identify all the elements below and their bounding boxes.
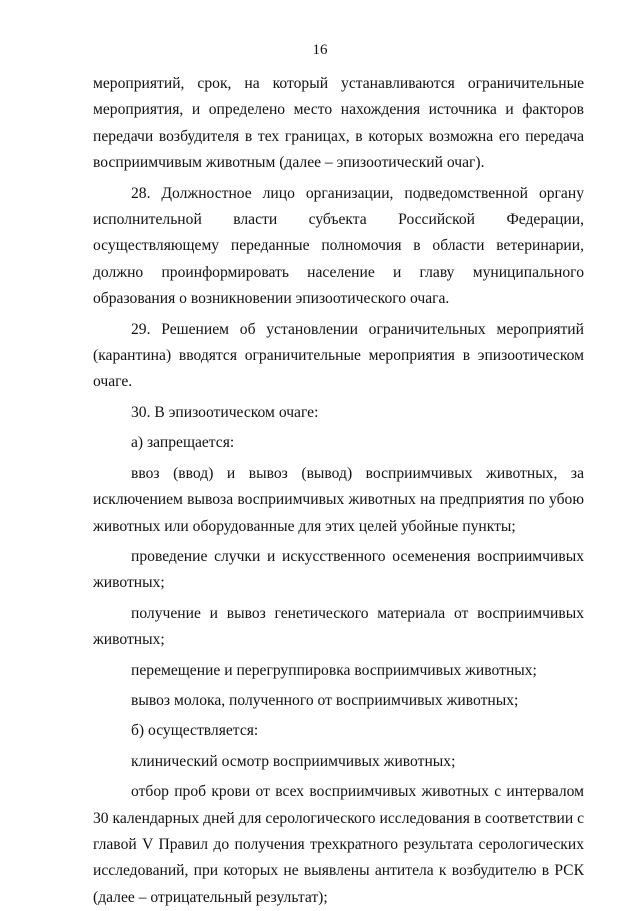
subparagraph-a: а) запрещается:	[131, 434, 235, 452]
paragraph-29: 29. Решением об установлении ограничительных мероприятий (карантина) вводятся ограничительные мероприятия в эпизоотическом очаге.	[93, 320, 584, 391]
page-number: 16	[312, 42, 328, 58]
list-item-breeding: проведение случки и искусственного осеменения восприимчивых животных;	[93, 547, 584, 592]
document-body	[93, 71, 584, 911]
list-item-clinical-inspection: клинический осмотр восприимчивых животных;	[131, 752, 456, 770]
list-item-import-export: ввоз (ввод) и вывоз (вывод) восприимчивых животных, за исключением вывоза восприимчивых животных на предприятия по убою животных или оборудованные для этих целей убойные пункты;	[93, 464, 584, 535]
subparagraph-b: б) осуществляется:	[131, 722, 259, 740]
list-item-blood-sampling: отбор проб крови от всех восприимчивых животных с интервалом 30 календарных дней для серологического исследования в соответствии с главой V Правил до получения трехкратного результата серологических исследований, при которых не выявлены антитела к возбудителю в РСК (далее – отрицательный результат);	[93, 783, 584, 906]
list-item-genetic-material: получение и вывоз генетического материала от восприимчивых животных;	[93, 604, 584, 649]
paragraph-28: 28. Должностное лицо организации, подведомственной органу исполнительной власти субъекта Российской Федерации, осуществляющему переданные полномочия в области ветеринарии, должно проинформировать население и главу муниципального образования о возникновении эпизоотического очага.	[93, 184, 584, 308]
list-item-regrouping: перемещение и перегруппировка восприимчивых животных;	[131, 661, 537, 679]
paragraph-continuation: мероприятий, срок, на который устанавливаются ограничительные мероприятия, и определено место нахождения источника и факторов передачи возбудителя в тех границах, в которых возможна его передача восприимчивым животным (далее – эпизоотический очаг).	[93, 75, 584, 172]
paragraph-30: 30. В эпизоотическом очаге:	[131, 403, 319, 421]
list-item-milk-export: вывоз молока, полученного от восприимчивых животных;	[131, 691, 519, 709]
